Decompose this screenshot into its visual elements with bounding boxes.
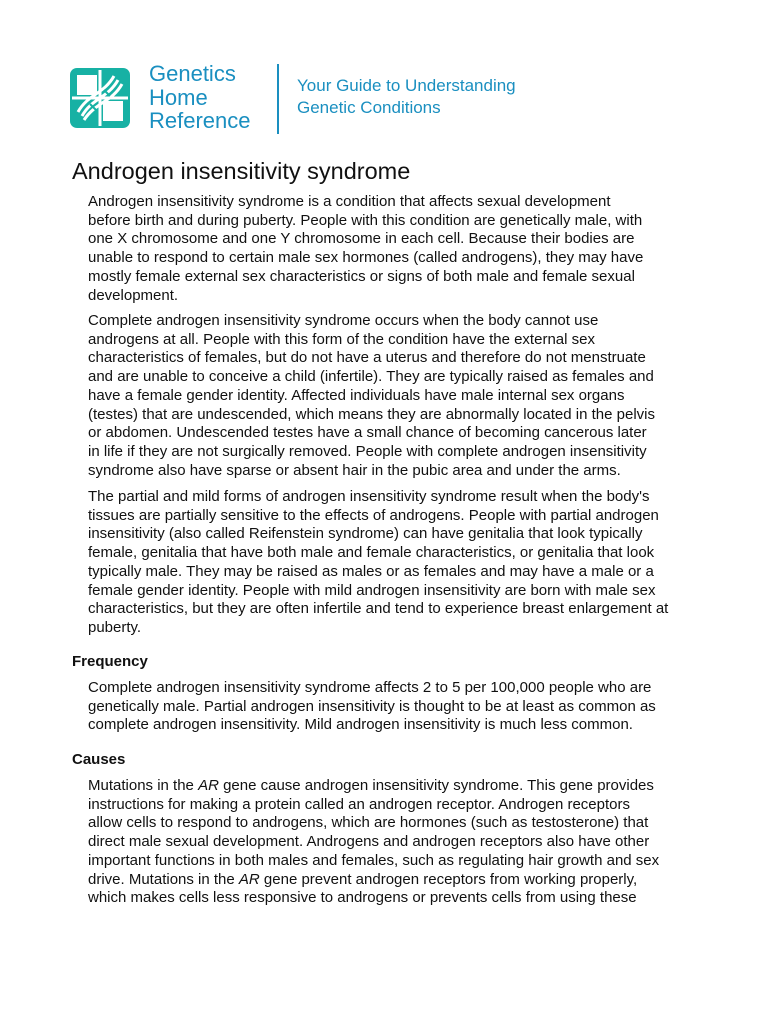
frequency-heading: Frequency [72,653,148,670]
brand-line-2: Home [149,84,208,110]
text-line: Androgen insensitivity syndrome is a condition that affects sexual development [88,193,611,210]
causes-heading: Causes [72,751,126,768]
text-line: Complete androgen insensitivity syndrome occurs when the body cannot use [88,312,599,329]
text-line: allow cells to respond to androgens, which are hormones (such as testosterone) that [88,814,649,832]
text-line: typically male. They may be raised as males or as females and may have a male or a [88,562,654,580]
text-line: androgens at all. People with this form of the condition have the external sex [88,330,595,348]
brand-line-3: Reference [149,108,251,133]
header-divider [277,64,279,134]
frequency-paragraph [88,679,718,735]
text-line: which makes cells less responsive to androgens or prevents cells from using these [88,889,637,907]
text-line: mostly female external sex characteristics or signs of both male and female sexual [88,267,635,285]
text-line: syndrome also have sparse or absent hair in the pubic area and under the arms. [88,461,621,479]
text-run: drive. Mutations in the [88,870,239,888]
causes-paragraph [88,777,718,908]
text-line: characteristics, but they are often infertile and tend to experience breast enlargement at [88,600,669,618]
text-line: (testes) that are undescended, which means they are abnormally located in the pelvis [88,405,655,423]
brand-name[interactable] [149,62,251,133]
text-line: tissues are partially sensitive to the effects of androgens. People with partial androgen [88,506,659,524]
tagline-line-1: Your Guide to Understanding [297,76,516,95]
text-line: direct male sexual development. Androgens and androgen receptors also have other [88,833,650,851]
text-line: one X chromosome and one Y chromosome in each cell. Because their bodies are [88,230,635,248]
text-line: and are unable to conceive a child (infertile). They are typically raised as females and [88,368,654,386]
text-run: gene prevent androgen receptors from working properly, [259,870,638,888]
text-run: gene cause androgen insensitivity syndrome. This gene provides [218,777,654,794]
text-line: insensitivity (also called Reifenstein syndrome) can have genitalia that look typically [88,525,643,543]
text-line: in life if they are not surgically removed. People with complete androgen insensitivity [88,442,647,460]
site-tagline [297,75,516,119]
gene-name-ar: AR [238,870,260,888]
text-line: The partial and mild forms of androgen insensitivity syndrome result when the body's [88,488,650,505]
text-line [88,871,718,890]
text-line: puberty. [88,618,142,636]
text-line: have a female gender identity. Affected individuals have male internal sex organs [88,386,625,404]
intro-paragraph-2 [88,312,718,480]
site-header [70,60,710,140]
text-line: instructions for making a protein called an androgen receptor. Androgen receptors [88,795,630,813]
gene-name-ar: AR [198,777,219,794]
text-line [88,777,718,796]
text-line: female, genitalia that have both male and female characteristics, or genitalia that look [88,544,655,562]
dna-helix-logo-icon[interactable] [70,68,130,128]
page-title: Androgen insensitivity syndrome [72,158,411,184]
text-line: unable to respond to certain male sex hormones (called androgens), they may have [88,249,644,267]
text-line: Complete androgen insensitivity syndrome affects 2 to 5 per 100,000 people who are [88,679,652,696]
text-line: important functions in both males and females, such as regulating hair growth and sex [88,851,660,869]
text-line: characteristics of females, but do not have a uterus and therefore do not menstruate [88,349,646,367]
tagline-line-2: Genetic Conditions [297,98,441,117]
brand-line-1: Genetics [149,61,236,86]
text-line: female gender identity. People with mild androgen insensitivity are born with male sex [88,581,656,599]
intro-paragraph-3 [88,488,718,638]
text-run: Mutations in the [88,777,199,794]
intro-paragraph-1 [88,193,718,305]
text-line: complete androgen insensitivity. Mild androgen insensitivity is much less common. [88,716,633,734]
text-line: or abdomen. Undescended testes have a small chance of becoming cancerous later [88,424,647,442]
text-line: genetically male. Partial androgen insensitivity is thought to be at least as common as [88,697,656,715]
text-line: development. [88,286,179,304]
text-line: before birth and during puberty. People with this condition are genetically male, with [88,211,643,229]
